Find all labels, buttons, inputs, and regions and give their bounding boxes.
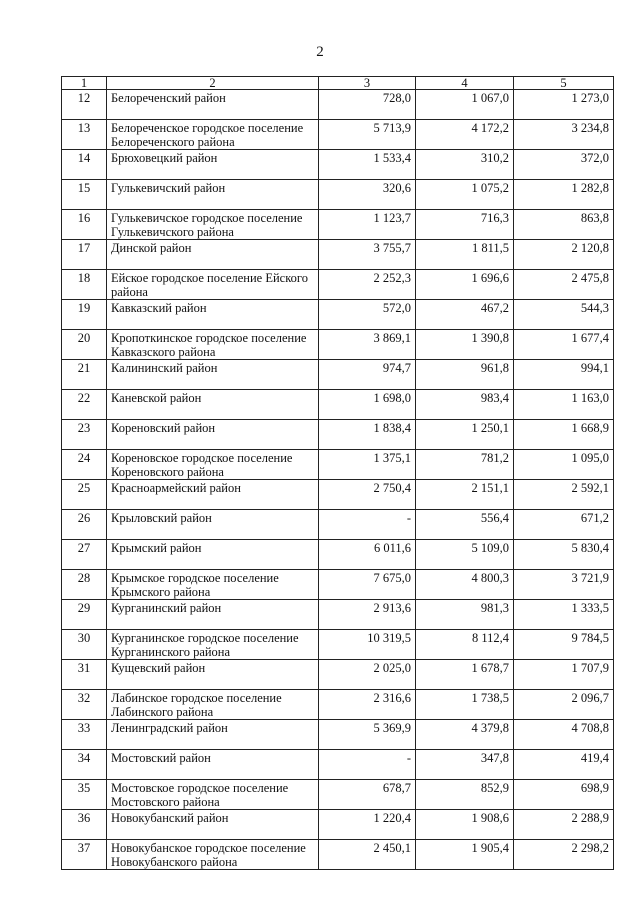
column-header: 1	[62, 77, 107, 90]
row-name: Кореновский район	[107, 420, 319, 450]
row-value-col4: 1 908,6	[416, 810, 514, 840]
row-value-col3: 1 375,1	[319, 450, 416, 480]
row-value-col4: 716,3	[416, 210, 514, 240]
row-name: Брюховецкий район	[107, 150, 319, 180]
row-value-col4: 1 390,8	[416, 330, 514, 360]
row-name: Динской район	[107, 240, 319, 270]
row-value-col4: 983,4	[416, 390, 514, 420]
row-number: 19	[62, 300, 107, 330]
row-value-col4: 1 075,2	[416, 180, 514, 210]
row-name: Курганинское городское поселение Курганинского района	[107, 630, 319, 660]
row-name: Мостовский район	[107, 750, 319, 780]
row-number: 23	[62, 420, 107, 450]
table-row	[62, 270, 614, 300]
table-row	[62, 570, 614, 600]
row-number: 13	[62, 120, 107, 150]
column-header: 4	[416, 77, 514, 90]
data-table	[61, 76, 614, 870]
row-value-col5: 1 282,8	[514, 180, 614, 210]
row-value-col4: 4 172,2	[416, 120, 514, 150]
table-row	[62, 480, 614, 510]
row-value-col3: 678,7	[319, 780, 416, 810]
row-number: 36	[62, 810, 107, 840]
row-name: Кореновское городское поселение Кореновского района	[107, 450, 319, 480]
row-name: Гулькевичский район	[107, 180, 319, 210]
row-value-col3: 2 316,6	[319, 690, 416, 720]
row-name: Курганинский район	[107, 600, 319, 630]
row-name: Гулькевичское городское поселение Гулькевичского района	[107, 210, 319, 240]
row-value-col4: 1 678,7	[416, 660, 514, 690]
row-number: 22	[62, 390, 107, 420]
table-row	[62, 180, 614, 210]
row-name: Кущевский район	[107, 660, 319, 690]
row-number: 28	[62, 570, 107, 600]
table-row	[62, 90, 614, 120]
row-value-col4: 4 800,3	[416, 570, 514, 600]
row-number: 21	[62, 360, 107, 390]
table-row	[62, 540, 614, 570]
row-number: 35	[62, 780, 107, 810]
row-name: Лабинское городское поселение Лабинского района	[107, 690, 319, 720]
row-value-col5: 1 273,0	[514, 90, 614, 120]
page-number: 2	[316, 44, 324, 60]
row-value-col5: 2 096,7	[514, 690, 614, 720]
row-value-col3: 1 698,0	[319, 390, 416, 420]
row-value-col3: 974,7	[319, 360, 416, 390]
row-value-col3: 572,0	[319, 300, 416, 330]
row-number: 30	[62, 630, 107, 660]
row-name: Ленинградский район	[107, 720, 319, 750]
row-value-col4: 1 067,0	[416, 90, 514, 120]
row-number: 32	[62, 690, 107, 720]
row-number: 29	[62, 600, 107, 630]
row-value-col3: 2 913,6	[319, 600, 416, 630]
table-row	[62, 780, 614, 810]
table-body	[62, 77, 614, 870]
row-name: Ейское городское поселение Ейского района	[107, 270, 319, 300]
table-row	[62, 360, 614, 390]
row-value-col3: 728,0	[319, 90, 416, 120]
row-name: Новокубанский район	[107, 810, 319, 840]
row-value-col5: 372,0	[514, 150, 614, 180]
table-row	[62, 810, 614, 840]
row-value-col5: 1 333,5	[514, 600, 614, 630]
row-number: 25	[62, 480, 107, 510]
row-value-col5: 671,2	[514, 510, 614, 540]
row-value-col5: 544,3	[514, 300, 614, 330]
row-value-col4: 981,3	[416, 600, 514, 630]
row-value-col5: 4 708,8	[514, 720, 614, 750]
row-value-col5: 419,4	[514, 750, 614, 780]
table-row	[62, 120, 614, 150]
table-row	[62, 600, 614, 630]
row-value-col3: 5 369,9	[319, 720, 416, 750]
row-number: 24	[62, 450, 107, 480]
row-value-col5: 3 234,8	[514, 120, 614, 150]
row-number: 14	[62, 150, 107, 180]
table-row	[62, 390, 614, 420]
table-row	[62, 420, 614, 450]
row-value-col3: 1 220,4	[319, 810, 416, 840]
row-value-col5: 994,1	[514, 360, 614, 390]
row-number: 31	[62, 660, 107, 690]
table-row	[62, 450, 614, 480]
row-name: Белореченское городское поселение Белореченского района	[107, 120, 319, 150]
row-name: Кавказский район	[107, 300, 319, 330]
row-value-col4: 347,8	[416, 750, 514, 780]
row-value-col4: 1 811,5	[416, 240, 514, 270]
table-row	[62, 210, 614, 240]
row-number: 12	[62, 90, 107, 120]
row-number: 18	[62, 270, 107, 300]
row-value-col5: 3 721,9	[514, 570, 614, 600]
row-value-col4: 1 696,6	[416, 270, 514, 300]
row-value-col4: 1 905,4	[416, 840, 514, 870]
row-name: Красноармейский район	[107, 480, 319, 510]
row-value-col5: 9 784,5	[514, 630, 614, 660]
row-value-col5: 1 163,0	[514, 390, 614, 420]
row-name: Кропоткинское городское поселение Кавказского района	[107, 330, 319, 360]
row-value-col3: 2 750,4	[319, 480, 416, 510]
table-row	[62, 840, 614, 870]
row-value-col5: 863,8	[514, 210, 614, 240]
row-value-col3: 2 025,0	[319, 660, 416, 690]
table-row	[62, 750, 614, 780]
row-number: 34	[62, 750, 107, 780]
row-value-col3: 1 838,4	[319, 420, 416, 450]
row-value-col3: 6 011,6	[319, 540, 416, 570]
row-value-col4: 2 151,1	[416, 480, 514, 510]
row-number: 20	[62, 330, 107, 360]
row-name: Крымское городское поселение Крымского района	[107, 570, 319, 600]
row-value-col4: 5 109,0	[416, 540, 514, 570]
row-value-col3: 3 755,7	[319, 240, 416, 270]
column-header: 5	[514, 77, 614, 90]
row-value-col4: 467,2	[416, 300, 514, 330]
row-number: 37	[62, 840, 107, 870]
row-value-col5: 1 668,9	[514, 420, 614, 450]
row-value-col5: 5 830,4	[514, 540, 614, 570]
row-name: Крымский район	[107, 540, 319, 570]
row-value-col5: 2 288,9	[514, 810, 614, 840]
row-value-col4: 8 112,4	[416, 630, 514, 660]
table-row	[62, 690, 614, 720]
row-name: Крыловский район	[107, 510, 319, 540]
row-value-col4: 852,9	[416, 780, 514, 810]
row-number: 27	[62, 540, 107, 570]
row-name: Новокубанское городское поселение Новокубанского района	[107, 840, 319, 870]
row-name: Калининский район	[107, 360, 319, 390]
row-value-col5: 2 120,8	[514, 240, 614, 270]
table-row	[62, 240, 614, 270]
row-value-col4: 1 250,1	[416, 420, 514, 450]
row-value-col5: 2 298,2	[514, 840, 614, 870]
table-row	[62, 150, 614, 180]
row-value-col4: 781,2	[416, 450, 514, 480]
column-header: 2	[107, 77, 319, 90]
row-value-col3: 10 319,5	[319, 630, 416, 660]
table-row	[62, 720, 614, 750]
row-number: 16	[62, 210, 107, 240]
row-number: 33	[62, 720, 107, 750]
row-value-col4: 556,4	[416, 510, 514, 540]
row-name: Мостовское городское поселение Мостовского района	[107, 780, 319, 810]
row-value-col3: -	[319, 510, 416, 540]
row-value-col5: 1 095,0	[514, 450, 614, 480]
row-number: 17	[62, 240, 107, 270]
row-value-col3: 1 123,7	[319, 210, 416, 240]
row-value-col4: 961,8	[416, 360, 514, 390]
row-number: 15	[62, 180, 107, 210]
table-row	[62, 660, 614, 690]
row-value-col5: 1 707,9	[514, 660, 614, 690]
row-value-col3: -	[319, 750, 416, 780]
row-value-col4: 1 738,5	[416, 690, 514, 720]
row-value-col3: 7 675,0	[319, 570, 416, 600]
row-value-col3: 320,6	[319, 180, 416, 210]
table-row	[62, 510, 614, 540]
row-value-col5: 2 475,8	[514, 270, 614, 300]
row-value-col5: 1 677,4	[514, 330, 614, 360]
row-number: 26	[62, 510, 107, 540]
row-value-col5: 2 592,1	[514, 480, 614, 510]
table-row	[62, 300, 614, 330]
row-value-col3: 3 869,1	[319, 330, 416, 360]
row-value-col3: 5 713,9	[319, 120, 416, 150]
table-row	[62, 630, 614, 660]
row-value-col5: 698,9	[514, 780, 614, 810]
row-value-col3: 2 252,3	[319, 270, 416, 300]
table-header-row	[62, 77, 614, 90]
row-value-col3: 2 450,1	[319, 840, 416, 870]
row-value-col4: 310,2	[416, 150, 514, 180]
row-value-col4: 4 379,8	[416, 720, 514, 750]
row-value-col3: 1 533,4	[319, 150, 416, 180]
row-name: Белореченский район	[107, 90, 319, 120]
column-header: 3	[319, 77, 416, 90]
row-name: Каневской район	[107, 390, 319, 420]
table-row	[62, 330, 614, 360]
